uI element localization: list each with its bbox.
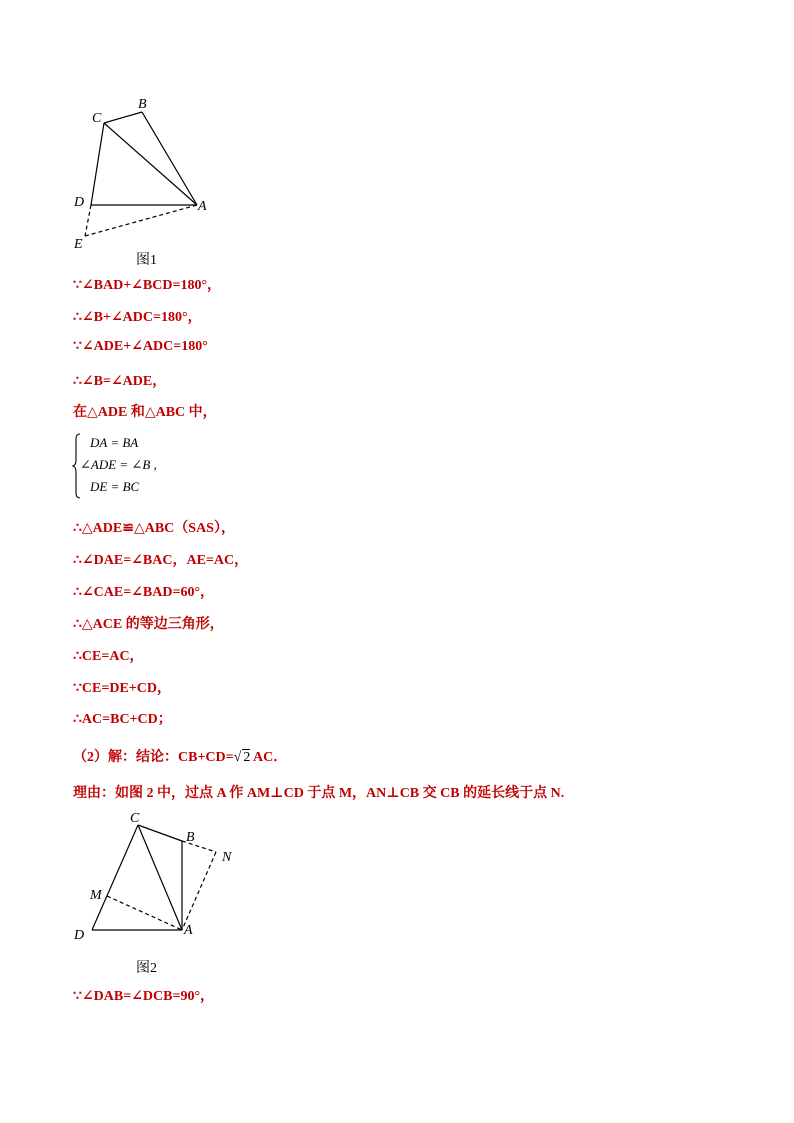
fig2-label-d: D — [74, 928, 85, 943]
fig2-label-n: N — [222, 850, 232, 865]
fig1-label-a: A — [198, 199, 207, 214]
proof-line-7: ∴∠DAE=∠BAC，AE=AC， — [73, 553, 249, 568]
fig1-label-d: D — [74, 195, 85, 210]
fig1-label-e: E — [74, 237, 83, 250]
fig2-label-b: B — [186, 830, 195, 845]
proof-line-10: ∴CE=AC， — [73, 649, 144, 664]
proof-line-2: ∴∠B+∠ADC=180°， — [73, 310, 202, 325]
proof-line-5: 在△ADE 和△ABC 中， — [73, 405, 217, 420]
figure-1 — [60, 90, 230, 250]
fig2-label-a: A — [184, 923, 193, 938]
figure-2 — [70, 806, 250, 946]
sqrt-radicand: 2 — [243, 750, 251, 765]
figure-2-diagram — [70, 806, 250, 946]
proof-line-8: ∴∠CAE=∠BAD=60°， — [73, 585, 215, 600]
reason-line: 理由：如图 2 中，过点 A 作 AM⊥CD 于点 M，AN⊥CB 交 CB 的延长线于点 N. — [73, 786, 565, 801]
proof-line-4: ∴∠B=∠ADE， — [73, 374, 167, 389]
figure-2-caption: 图2 — [136, 961, 157, 976]
proof-line-6: ∴△ADE≌△ABC（SAS）， — [73, 521, 235, 536]
condition-3: DE = BC — [90, 479, 140, 494]
fig1-label-c: C — [92, 111, 102, 126]
fig2-label-c: C — [130, 811, 140, 826]
part2-prefix: （2）解：结论：CB+CD= — [73, 750, 234, 765]
part2-conclusion — [73, 746, 287, 766]
fig1-label-b: B — [138, 97, 147, 112]
condition-2: ∠ADE = ∠B , — [80, 457, 157, 472]
proof-line-3: ∵∠ADE+∠ADC=180° — [73, 339, 208, 354]
proof-line-11: ∵CE=DE+CD， — [73, 681, 171, 696]
congruence-conditions — [72, 431, 192, 499]
condition-1: DA = BA — [90, 435, 139, 450]
figure-1-diagram — [60, 90, 230, 250]
part2-suffix: AC． — [253, 750, 288, 765]
proof-line-1: ∵∠BAD+∠BCD=180°， — [73, 278, 222, 293]
proof-line-12: ∴AC=BC+CD； — [73, 712, 172, 727]
fig2-label-m: M — [90, 888, 102, 903]
figure-1-caption: 图1 — [136, 253, 157, 268]
proof-line-15: ∵∠DAB=∠DCB=90°， — [73, 989, 215, 1004]
proof-line-9: ∴△ACE 的等边三角形， — [73, 617, 224, 632]
sqrt-symbol: √ 2 — [233, 750, 251, 765]
